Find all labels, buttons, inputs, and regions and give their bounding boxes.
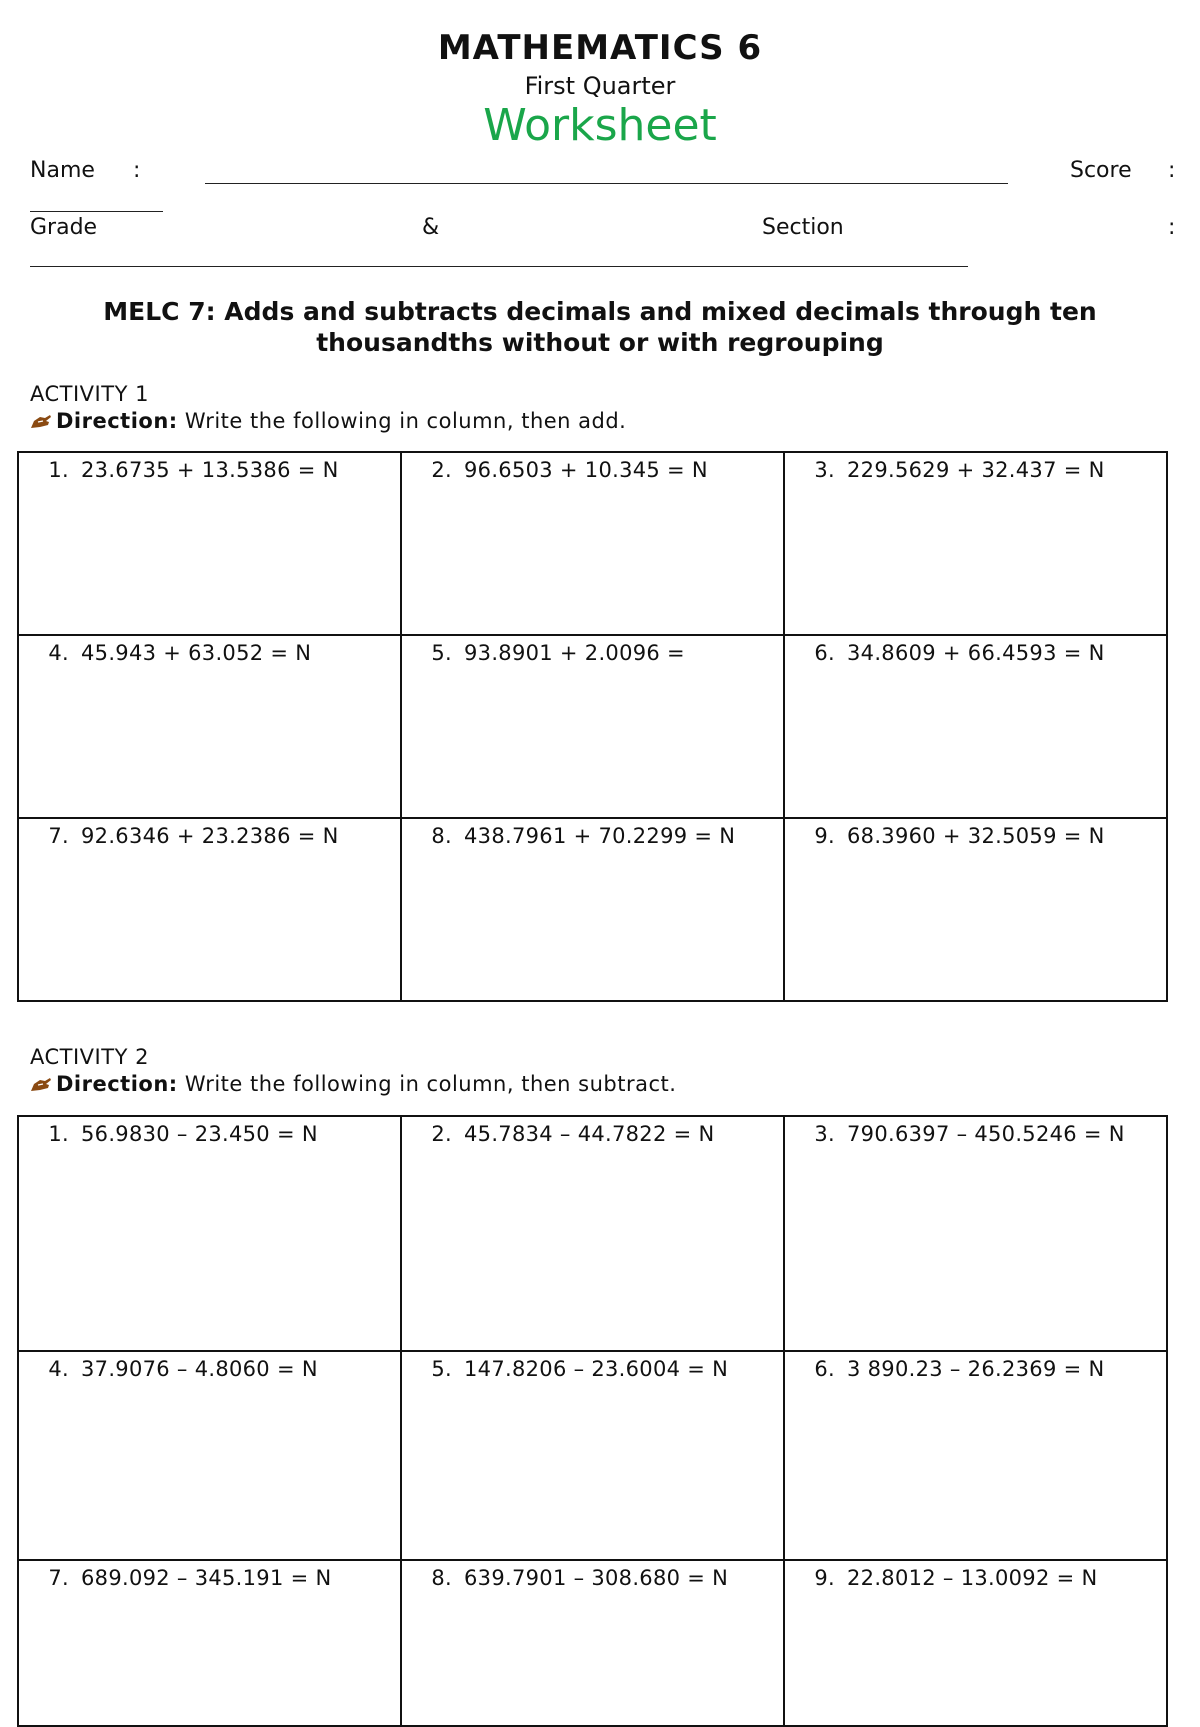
problem-number: 5. (431, 641, 452, 665)
ampersand: & (422, 215, 440, 240)
problem-cell[interactable] (784, 1351, 1167, 1560)
problem-expression: 23.6735 + 13.5386 = N (81, 458, 339, 482)
problem-number: 4. (48, 1357, 69, 1381)
activity2-direction (30, 1072, 676, 1096)
problem-cell[interactable] (784, 818, 1167, 1001)
section-colon: : (1168, 215, 1176, 240)
problem-cell[interactable] (401, 635, 784, 818)
problem-cell[interactable] (18, 452, 401, 635)
problem-expression: 96.6503 + 10.345 = N (464, 458, 708, 482)
problem-number: 9. (814, 1566, 835, 1590)
problem-number: 1. (48, 458, 69, 482)
problem-expression: 229.5629 + 32.437 = N (847, 458, 1105, 482)
direction-label: Direction: (56, 1072, 178, 1096)
grade-label: Grade (30, 215, 98, 240)
problem-expression: 22.8012 – 13.0092 = N (847, 1566, 1098, 1590)
melc-heading: MELC 7: Adds and subtracts decimals and mixed decimals through ten thousandths without or with regrouping (103, 297, 1097, 357)
problem-number: 4. (48, 641, 69, 665)
problem-expression: 45.7834 – 44.7822 = N (464, 1122, 715, 1146)
problem-expression: 68.3960 + 32.5059 = N (847, 824, 1105, 848)
problem-cell[interactable] (18, 635, 401, 818)
problem-expression: 147.8206 – 23.6004 = N (464, 1357, 729, 1381)
problem-cell[interactable] (18, 1560, 401, 1726)
problem-cell[interactable] (401, 1351, 784, 1560)
problem-expression: 92.6346 + 23.2386 = N (81, 824, 339, 848)
problem-number: 5. (431, 1357, 452, 1381)
problem-expression: 56.9830 – 23.450 = N (81, 1122, 318, 1146)
section-label: Section (762, 215, 844, 240)
problem-cell[interactable] (401, 452, 784, 635)
problem-number: 3. (814, 1122, 835, 1146)
problem-number: 8. (431, 824, 452, 848)
problem-cell[interactable] (784, 635, 1167, 818)
problem-expression: 790.6397 – 450.5246 = N (847, 1122, 1125, 1146)
worksheet-label: Worksheet (483, 100, 717, 151)
page-title: MATHEMATICS 6 (437, 28, 763, 68)
problem-cell[interactable] (401, 1560, 784, 1726)
problem-expression: 689.092 – 345.191 = N (81, 1566, 332, 1590)
score-field-line[interactable] (30, 211, 163, 212)
problem-cell[interactable] (784, 1116, 1167, 1351)
activity2-title: ACTIVITY 2 (30, 1045, 149, 1069)
problem-expression: 93.8901 + 2.0096 = (464, 641, 685, 665)
score-label: Score (1070, 158, 1132, 183)
problem-cell[interactable] (18, 1351, 401, 1560)
activity2-table (17, 1115, 1168, 1727)
problem-number: 2. (431, 1122, 452, 1146)
direction-text: Write the following in column, then add. (184, 409, 627, 433)
name-field-line[interactable] (205, 183, 1008, 184)
problem-cell[interactable] (401, 1116, 784, 1351)
problem-expression: 639.7901 – 308.680 = N (464, 1566, 729, 1590)
problem-expression: 438.7961 + 70.2299 = N (464, 824, 736, 848)
problem-number: 2. (431, 458, 452, 482)
problem-cell[interactable] (18, 818, 401, 1001)
name-label: Name (30, 158, 95, 183)
problem-number: 3. (814, 458, 835, 482)
problem-number: 9. (814, 824, 835, 848)
activity1-table (17, 451, 1168, 1002)
problem-expression: 34.8609 + 66.4593 = N (847, 641, 1105, 665)
grade-section-field-line[interactable] (30, 266, 968, 267)
problem-number: 7. (48, 1566, 69, 1590)
problem-cell[interactable] (18, 1116, 401, 1351)
problem-cell[interactable] (401, 818, 784, 1001)
page-subtitle: First Quarter (524, 72, 676, 100)
score-colon: : (1168, 158, 1176, 183)
problem-cell[interactable] (784, 452, 1167, 635)
problem-cell[interactable] (784, 1560, 1167, 1726)
activity1-direction (30, 409, 626, 433)
direction-text: Write the following in column, then subtract. (184, 1072, 677, 1096)
problem-number: 6. (814, 1357, 835, 1381)
problem-number: 6. (814, 641, 835, 665)
activity1-title: ACTIVITY 1 (30, 382, 149, 406)
writing-hand-icon (30, 410, 52, 426)
direction-label: Direction: (56, 409, 178, 433)
problem-number: 8. (431, 1566, 452, 1590)
problem-expression: 37.9076 – 4.8060 = N (81, 1357, 318, 1381)
writing-hand-icon (30, 1073, 52, 1089)
name-colon: : (133, 158, 141, 183)
problem-expression: 45.943 + 63.052 = N (81, 641, 312, 665)
problem-expression: 3 890.23 – 26.2369 = N (847, 1357, 1105, 1381)
problem-number: 7. (48, 824, 69, 848)
problem-number: 1. (48, 1122, 69, 1146)
